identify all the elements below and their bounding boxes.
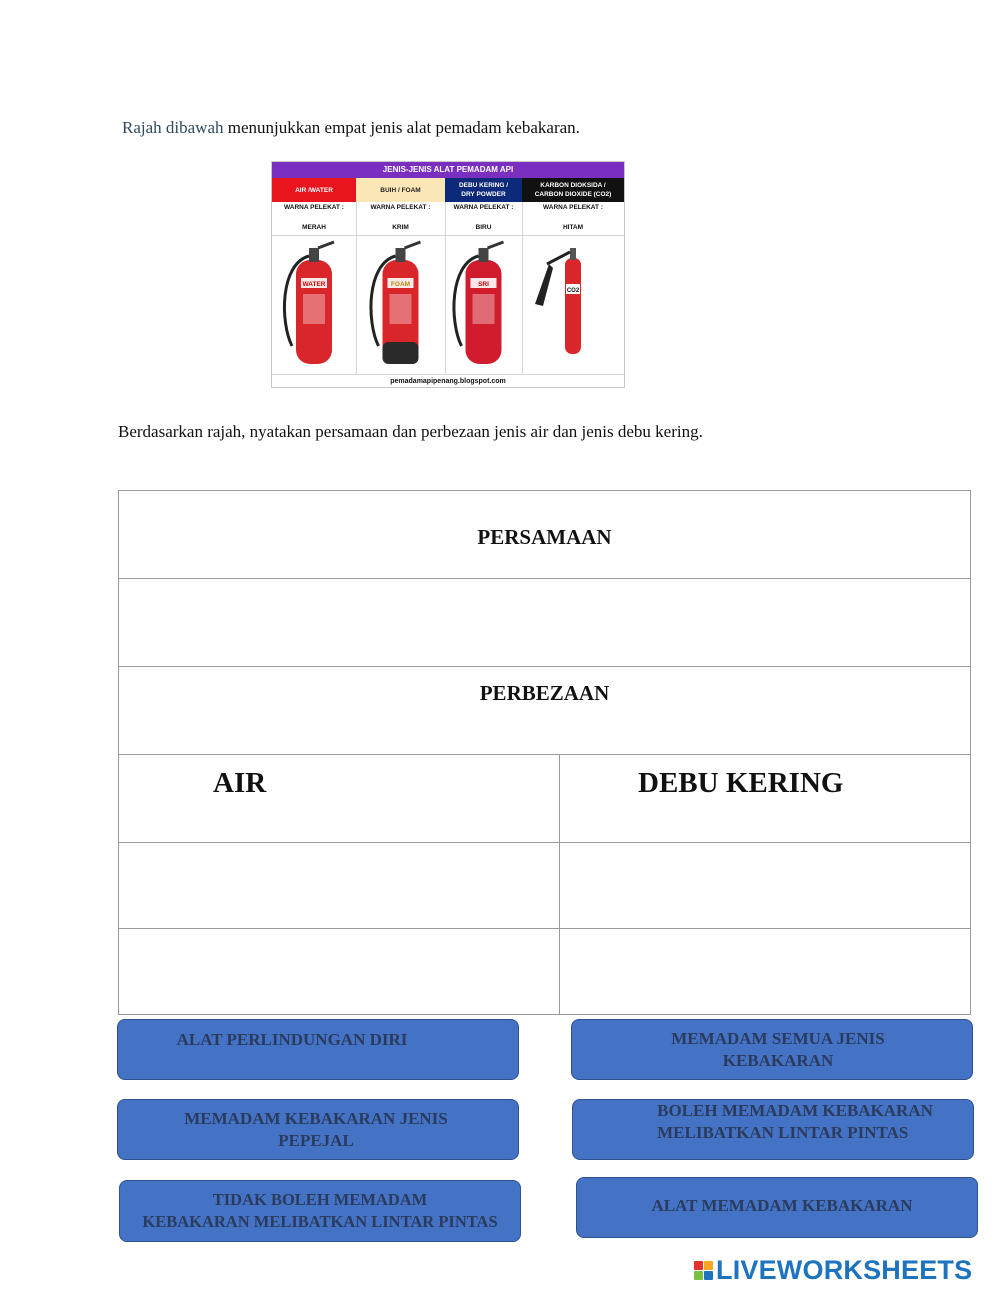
infographic-column <box>445 202 523 374</box>
infographic-column-header: DEBU KERING / DRY POWDER <box>445 178 522 202</box>
air-column-heading: AIR <box>213 767 267 799</box>
sticker-color: KRIM <box>392 224 409 231</box>
logo-square <box>704 1271 713 1280</box>
perbezaan-heading: PERBEZAAN <box>479 681 610 705</box>
column-divider <box>559 755 560 1014</box>
answer-chip[interactable]: MEMADAM SEMUA JENIS KEBAKARAN <box>571 1019 973 1080</box>
intro-highlight: Rajah dibawah <box>122 118 224 137</box>
column-header-row <box>119 755 970 843</box>
infographic-footer: pemadamapipenang.blogspot.com <box>272 374 624 388</box>
question-text: Berdasarkan rajah, nyatakan persamaan dan perbezaan jenis air dan jenis debu kering. <box>118 422 703 441</box>
svg-text:SRI: SRI <box>478 281 489 288</box>
answer-chip[interactable]: ALAT PERLINDUNGAN DIRI <box>117 1019 519 1080</box>
answer-chip[interactable]: ALAT MEMADAM KEBAKARAN <box>576 1177 978 1238</box>
infographic-column <box>356 202 446 374</box>
svg-text:WATER: WATER <box>302 281 326 288</box>
persamaan-drop-zone[interactable] <box>119 579 970 667</box>
infographic-column <box>522 202 624 374</box>
svg-text:CO2: CO2 <box>566 288 580 294</box>
intro-rest: menunjukkan empat jenis alat pemadam kebakaran. <box>223 118 580 137</box>
air-drop-zone-2[interactable] <box>119 929 559 1014</box>
debu-kering-column-heading: DEBU KERING <box>638 767 844 799</box>
sticker-label: WARNA PELEKAT : <box>370 204 431 211</box>
logo-text: LIVEWORKSHEETS <box>716 1254 973 1285</box>
debu-drop-zone-1[interactable] <box>560 843 970 928</box>
infographic-column-header: AIR /WATER <box>272 178 356 202</box>
fire-extinguisher-icon <box>272 238 356 374</box>
infographic-column-header: KARBON DIOKSIDA / CARBON DIOXIDE (CO2) <box>522 178 624 202</box>
logo-square <box>694 1261 703 1270</box>
sticker-label: WARNA PELEKAT : <box>543 204 603 211</box>
intro-text <box>122 118 580 138</box>
sticker-color: HITAM <box>562 224 584 231</box>
sticker-label: WARNA PELEKAT : <box>284 204 344 211</box>
debu-drop-zone-2[interactable] <box>560 929 970 1014</box>
logo-square <box>704 1261 713 1270</box>
logo-mark-icon <box>694 1261 713 1280</box>
answer-table <box>118 490 971 1015</box>
fire-extinguisher-icon <box>445 238 522 374</box>
perbezaan-header-row <box>119 667 970 755</box>
infographic-column <box>272 202 357 374</box>
sticker-color: MERAH <box>302 224 326 231</box>
infographic-column-header: BUIH / FOAM <box>356 178 445 202</box>
answer-chip[interactable]: TIDAK BOLEH MEMADAM KEBAKARAN MELIBATKAN LINTAR PINTAS <box>119 1180 521 1242</box>
sticker-label: WARNA PELEKAT : <box>453 204 514 211</box>
sticker-color: BIRU <box>475 224 492 231</box>
answer-chip[interactable]: BOLEH MEMADAM KEBAKARAN MELIBATKAN LINTAR PINTAS <box>572 1099 974 1160</box>
fire-extinguisher-icon <box>522 238 624 374</box>
fire-extinguisher-icon <box>356 238 445 374</box>
air-drop-zone-1[interactable] <box>119 843 559 928</box>
liveworksheets-logo <box>694 1256 972 1284</box>
infographic-title: JENIS-JENIS ALAT PEMADAM API <box>272 162 624 178</box>
answer-chip[interactable]: MEMADAM KEBAKARAN JENIS PEPEJAL <box>117 1099 519 1160</box>
logo-square <box>694 1271 703 1280</box>
answer-row-1 <box>119 843 970 929</box>
persamaan-header-row <box>119 491 970 579</box>
persamaan-heading: PERSAMAAN <box>477 525 612 549</box>
extinguisher-infographic <box>271 161 625 388</box>
svg-text:FOAM: FOAM <box>390 281 411 288</box>
answer-row-2 <box>119 929 970 1014</box>
